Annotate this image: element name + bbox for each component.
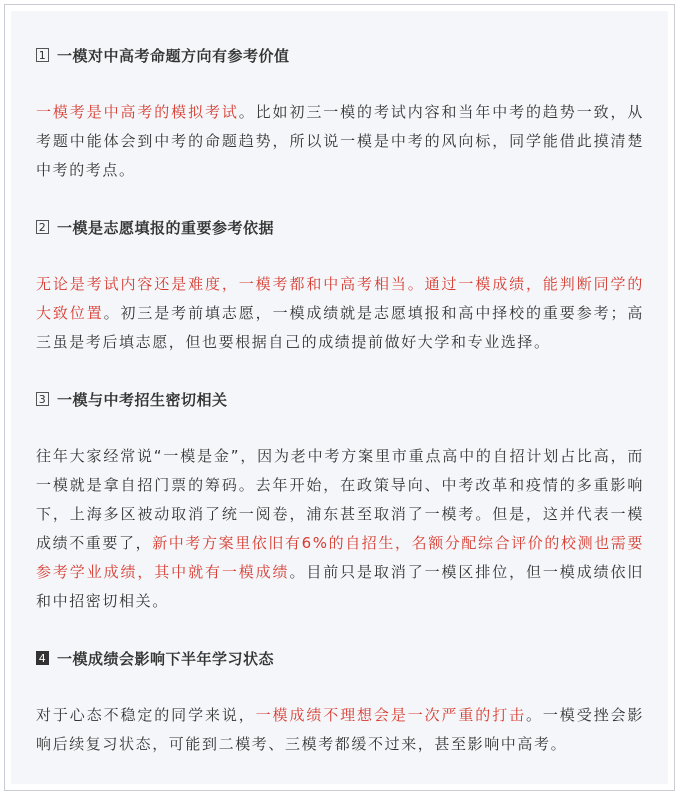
article-frame — [4, 4, 675, 791]
section-paragraph-1 — [36, 98, 644, 185]
highlight-text: 一模考是中高考的模拟考试 — [36, 103, 239, 121]
section-paragraph-2 — [36, 270, 644, 357]
section-title-1 — [36, 40, 644, 70]
number-box-2: 2 — [36, 220, 49, 234]
section-paragraph-3 — [36, 442, 644, 616]
number-box-4: 4 — [36, 651, 49, 665]
section-title-2 — [36, 212, 644, 242]
section-paragraph-4 — [36, 701, 644, 759]
section-title-text-1: 一模对中高考命题方向有参考价值 — [57, 46, 290, 65]
highlight-text: 新中考方案里依旧有6%的自招生，名额分配综合评价的校测也需要参考学业成绩，其中就有一模成绩 — [36, 534, 645, 581]
number-box-3: 3 — [36, 392, 49, 406]
body-text: 对于心态不稳定的同学来说， — [36, 706, 256, 724]
body-text: 往年大家经常说“一模是金”，因为老中考方案里市重点高中的自招计划占比高，而一模就是拿自招门票的筹码。去年开始，在政策导向、中考改革和疫情的多重影响下，上海多区被动取消了统一阅卷，浦东甚至取消了一模考。但是，这并代表一模成绩不重要了， — [36, 447, 644, 552]
body-text: 。初三是考前填志愿，一模成绩就是志愿填报和高中择校的重要参考；高三虽是考后填志愿，但也要根据自己的成绩提前做好大学和专业选择。 — [36, 304, 644, 351]
body-text: 。比如初三一模的考试内容和当年中考的趋势一致，从考题中能体会到中考的命题趋势，所以说一模是中考的风向标，同学能借此摸清楚中考的考点。 — [36, 103, 644, 179]
section-title-text-3: 一模与中考招生密切相关 — [57, 390, 228, 409]
article-card — [11, 11, 668, 784]
section-title-text-2: 一模是志愿填报的重要参考依据 — [57, 218, 275, 237]
section-title-3 — [36, 384, 644, 414]
number-box-1: 1 — [36, 48, 49, 62]
body-text: 。目前只是取消了一模区排位，但一模成绩依旧和中招密切相关。 — [36, 563, 644, 610]
highlight-text: 一模成绩不理想会是一次严重的打击 — [255, 706, 527, 724]
section-title-4 — [36, 643, 644, 673]
body-text: 。一模受挫会影响后续复习状态，可能到二模考、三模考都缓不过来，甚至影响中高考。 — [36, 706, 644, 753]
section-title-text-4: 一模成绩会影响下半年学习状态 — [57, 649, 275, 668]
highlight-text: 无论是考试内容还是难度，一模考都和中高考相当。通过一模成绩，能判断同学的大致位置 — [36, 275, 644, 322]
